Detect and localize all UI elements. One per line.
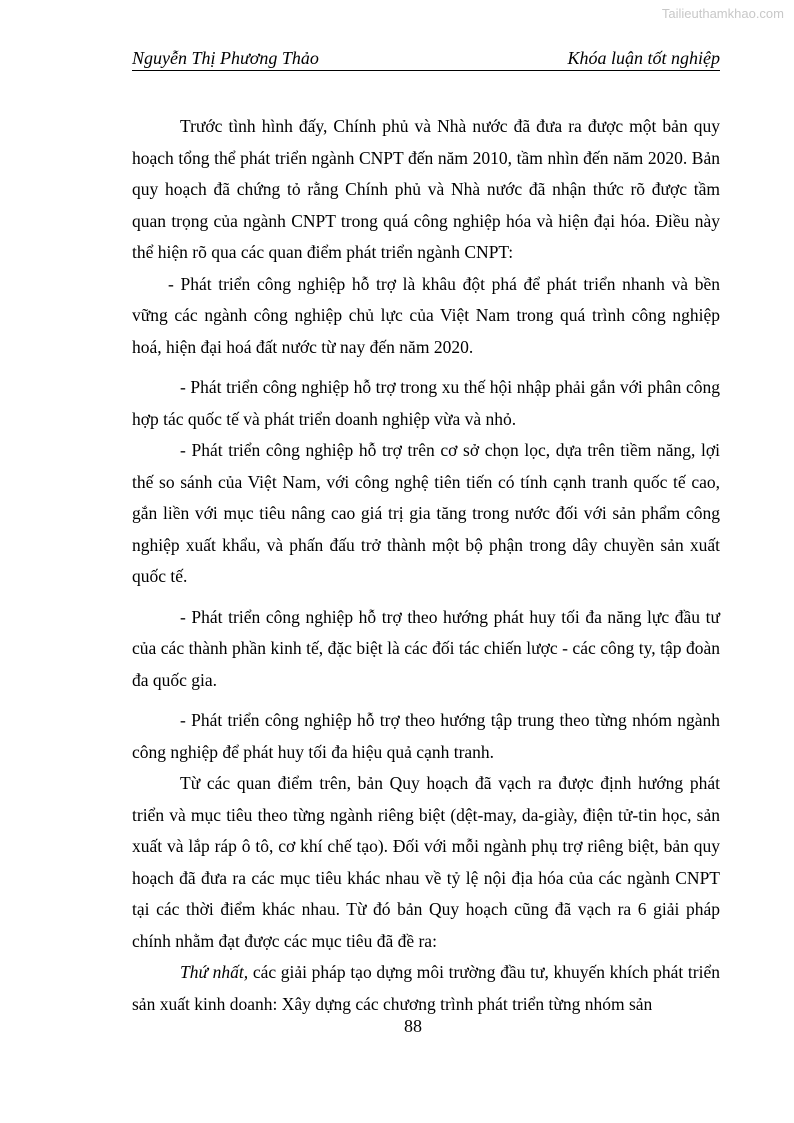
- paragraph-bullet-4: - Phát triển công nghiệp hỗ trợ theo hướng phát huy tối đa năng lực đầu tư của các thành phần kinh tế, đặc biệt là các đối tác chiến lược - các công ty, tập đoàn đa quốc gia.: [132, 606, 720, 690]
- page-header: [132, 48, 720, 71]
- first-solution-text: các giải pháp tạo dựng môi trường đầu tư, khuyến khích phát triển sản xuất kinh doanh: Xây dựng các chương trình phát triển từng nhóm sản: [132, 962, 720, 1014]
- paragraph-intro: Trước tình hình đấy, Chính phủ và Nhà nước đã đưa ra được một bản quy hoạch tổng thể phát triển ngành CNPT đến năm 2010, tầm nhìn đến năm 2020. Bản quy hoạch đã chứng tỏ rằng Chính phủ và Nhà nước đã nhận thức rõ được tầm quan trọng của ngành CNPT trong quá công nghiệp hóa và hiện đại hóa. Điều này thể hiện rõ qua các quan điểm phát triển ngành CNPT:: [132, 116, 720, 262]
- header-document-type: Khóa luận tốt nghiệp: [567, 48, 720, 68]
- paragraph-first-solution: [132, 957, 720, 1020]
- paragraph-bullet-5: - Phát triển công nghiệp hỗ trợ theo hướng tập trung theo từng nhóm ngành công nghiệp để phát huy tối đa hiệu quả cạnh tranh.: [132, 710, 720, 762]
- paragraph-bullet-1: - Phát triển công nghiệp hỗ trợ là khâu đột phá để phát triển nhanh và bền vững các ngành công nghiệp chủ lực của Việt Nam trong quá trình công nghiệp hoá, hiện đại hoá đất nước từ nay đến năm 2020.: [132, 273, 720, 357]
- body-text: [132, 111, 720, 1020]
- first-solution-lead: Thứ nhất,: [180, 962, 249, 982]
- paragraph-bullet-2: - Phát triển công nghiệp hỗ trợ trong xu thế hội nhập phải gắn với phân công hợp tác quốc tế và phát triển doanh nghiệp vừa và nhỏ.: [132, 377, 720, 429]
- paragraph-bullet-3: - Phát triển công nghiệp hỗ trợ trên cơ sở chọn lọc, dựa trên tiềm năng, lợi thế so sánh của Việt Nam, với công nghệ tiên tiến có tính cạnh tranh quốc tế cao, gắn liền với mục tiêu nâng cao giá trị gia tăng trong nước đối với sản phẩm công nghiệp xuất khẩu, và phấn đấu trở thành một bộ phận trong dây chuyền sản xuất quốc tế.: [132, 440, 720, 586]
- watermark: Tailieuthamkhao.com: [661, 6, 784, 21]
- header-author: Nguyễn Thị Phương Thảo: [132, 48, 319, 68]
- page-number: 88: [404, 1016, 422, 1036]
- paragraph-planning: Từ các quan điểm trên, bản Quy hoạch đã vạch ra được định hướng phát triển và mục tiêu theo từng ngành riêng biệt (dệt-may, da-giày, điện tử-tin học, sản xuất và lắp ráp ô tô, cơ khí chế tạo). Đối với mỗi ngành phụ trợ riêng biệt, bản quy hoạch đã đưa ra các mục tiêu khác nhau về tỷ lệ nội địa hóa của các ngành CNPT tại các thời điểm khác nhau. Từ đó bản Quy hoạch cũng đã vạch ra 6 giải pháp chính nhằm đạt được các mục tiêu đã đề ra:: [132, 773, 720, 951]
